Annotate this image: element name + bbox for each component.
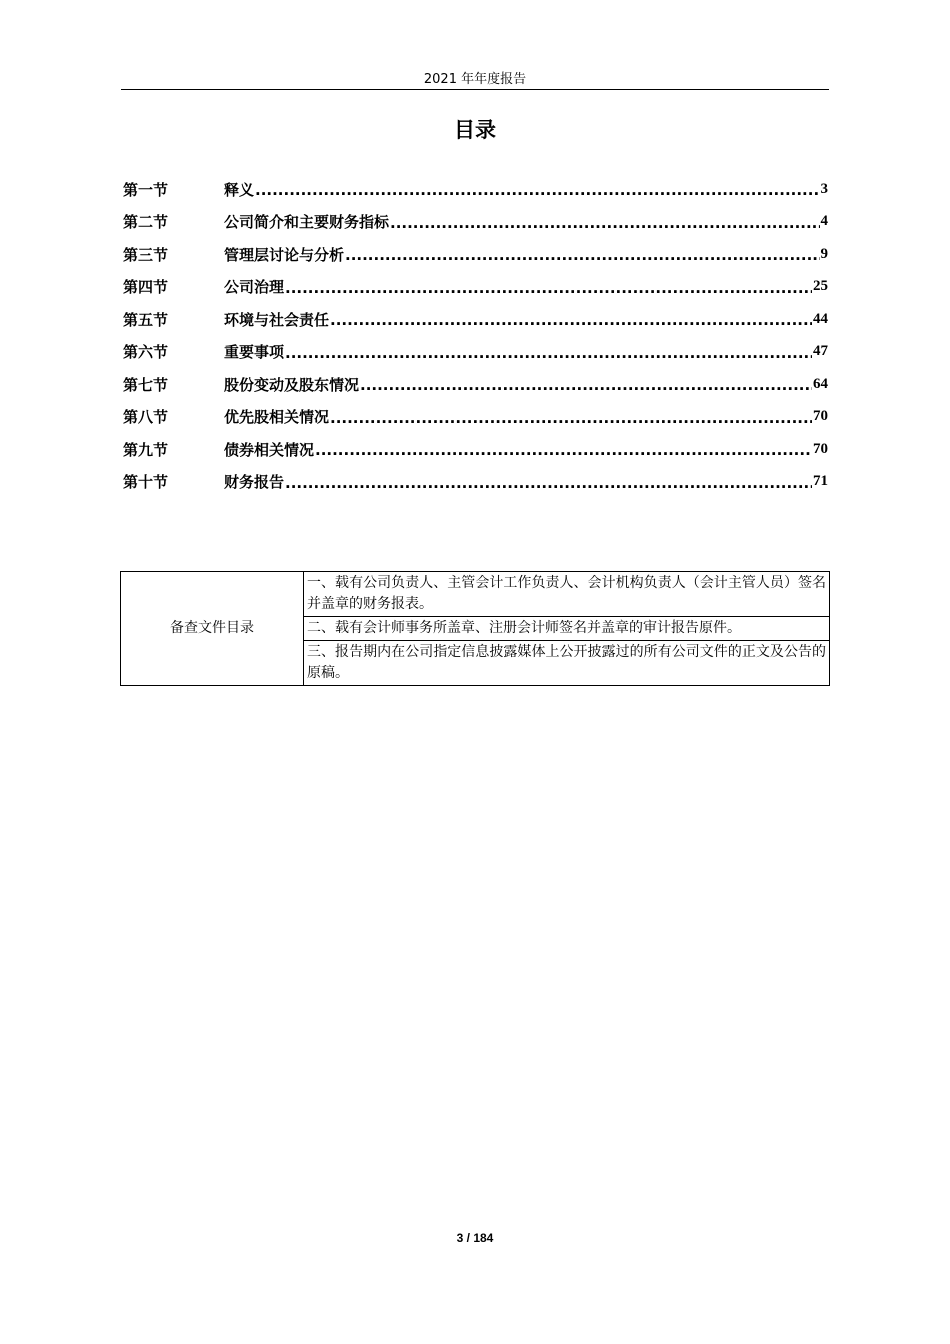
toc-page-number: 71 [813,473,828,490]
toc-leader-dots [285,474,812,492]
table-row [121,572,830,617]
toc-page-number: 3 [820,180,828,197]
toc-leader-dots [315,441,812,459]
toc-section-title: 公司治理 [224,278,285,297]
toc-entry[interactable] [123,238,828,271]
toc-entry[interactable] [123,271,828,304]
toc-leader-dots [390,214,819,232]
toc-entry[interactable] [123,303,828,336]
reference-document-item: 一、载有公司负责人、主管会计工作负责人、会计机构负责人（会计主管人员）签名并盖章的财务报表。 [304,572,830,617]
toc-section-number: 第二节 [123,213,169,232]
toc-section-number: 第一节 [123,180,169,199]
toc-section-number: 第五节 [123,310,169,329]
toc-leader-dots [285,279,812,297]
toc-leader-dots [255,181,819,199]
toc-leader-dots [360,376,812,394]
table-of-contents [123,173,828,498]
toc-entry[interactable] [123,336,828,369]
toc-leader-dots [345,246,819,264]
toc-entry[interactable] [123,368,828,401]
toc-page-number: 9 [820,245,828,262]
toc-entry[interactable] [123,206,828,239]
toc-entry[interactable] [123,433,828,466]
toc-section-number: 第三节 [123,245,169,264]
toc-page-number: 44 [813,310,828,327]
header-text: 2021 年年度报告 [423,72,527,87]
toc-entry[interactable] [123,173,828,206]
toc-leader-dots [330,409,812,427]
toc-section-number: 第四节 [123,278,169,297]
toc-section-title: 股份变动及股东情况 [224,375,360,394]
toc-entry[interactable] [123,401,828,434]
toc-section-number: 第七节 [123,375,169,394]
toc-page-number: 64 [813,375,828,392]
toc-page-number: 70 [813,440,828,457]
toc-section-number: 第十节 [123,473,169,492]
page-number-footer: 3 / 184 [456,1231,494,1245]
reference-document-item: 三、报告期内在公司指定信息披露媒体上公开披露过的所有公司文件的正文及公告的原稿。 [304,641,830,686]
toc-page-number: 70 [813,408,828,425]
toc-section-number: 第六节 [123,343,169,362]
toc-section-title: 公司简介和主要财务指标 [224,213,390,232]
toc-section-title: 环境与社会责任 [224,310,330,329]
toc-section-title: 管理层讨论与分析 [224,245,345,264]
toc-entry[interactable] [123,466,828,499]
page-header [121,64,829,90]
toc-page-number: 47 [813,343,828,360]
toc-page-number: 4 [820,213,828,230]
toc-leader-dots [330,311,812,329]
toc-leader-dots [285,344,812,362]
reference-document-item: 二、载有会计师事务所盖章、注册会计师签名并盖章的审计报告原件。 [304,617,830,641]
toc-section-title: 债券相关情况 [224,440,315,459]
toc-section-title: 释义 [224,180,255,199]
toc-section-title: 优先股相关情况 [224,408,330,427]
toc-section-number: 第九节 [123,440,169,459]
reference-documents-table [120,571,830,686]
toc-section-title: 重要事项 [224,343,285,362]
toc-page-number: 25 [813,278,828,295]
reference-documents-label: 备查文件目录 [121,572,304,686]
toc-section-number: 第八节 [123,408,169,427]
page-title: 目录 [454,118,496,142]
toc-section-title: 财务报告 [224,473,285,492]
